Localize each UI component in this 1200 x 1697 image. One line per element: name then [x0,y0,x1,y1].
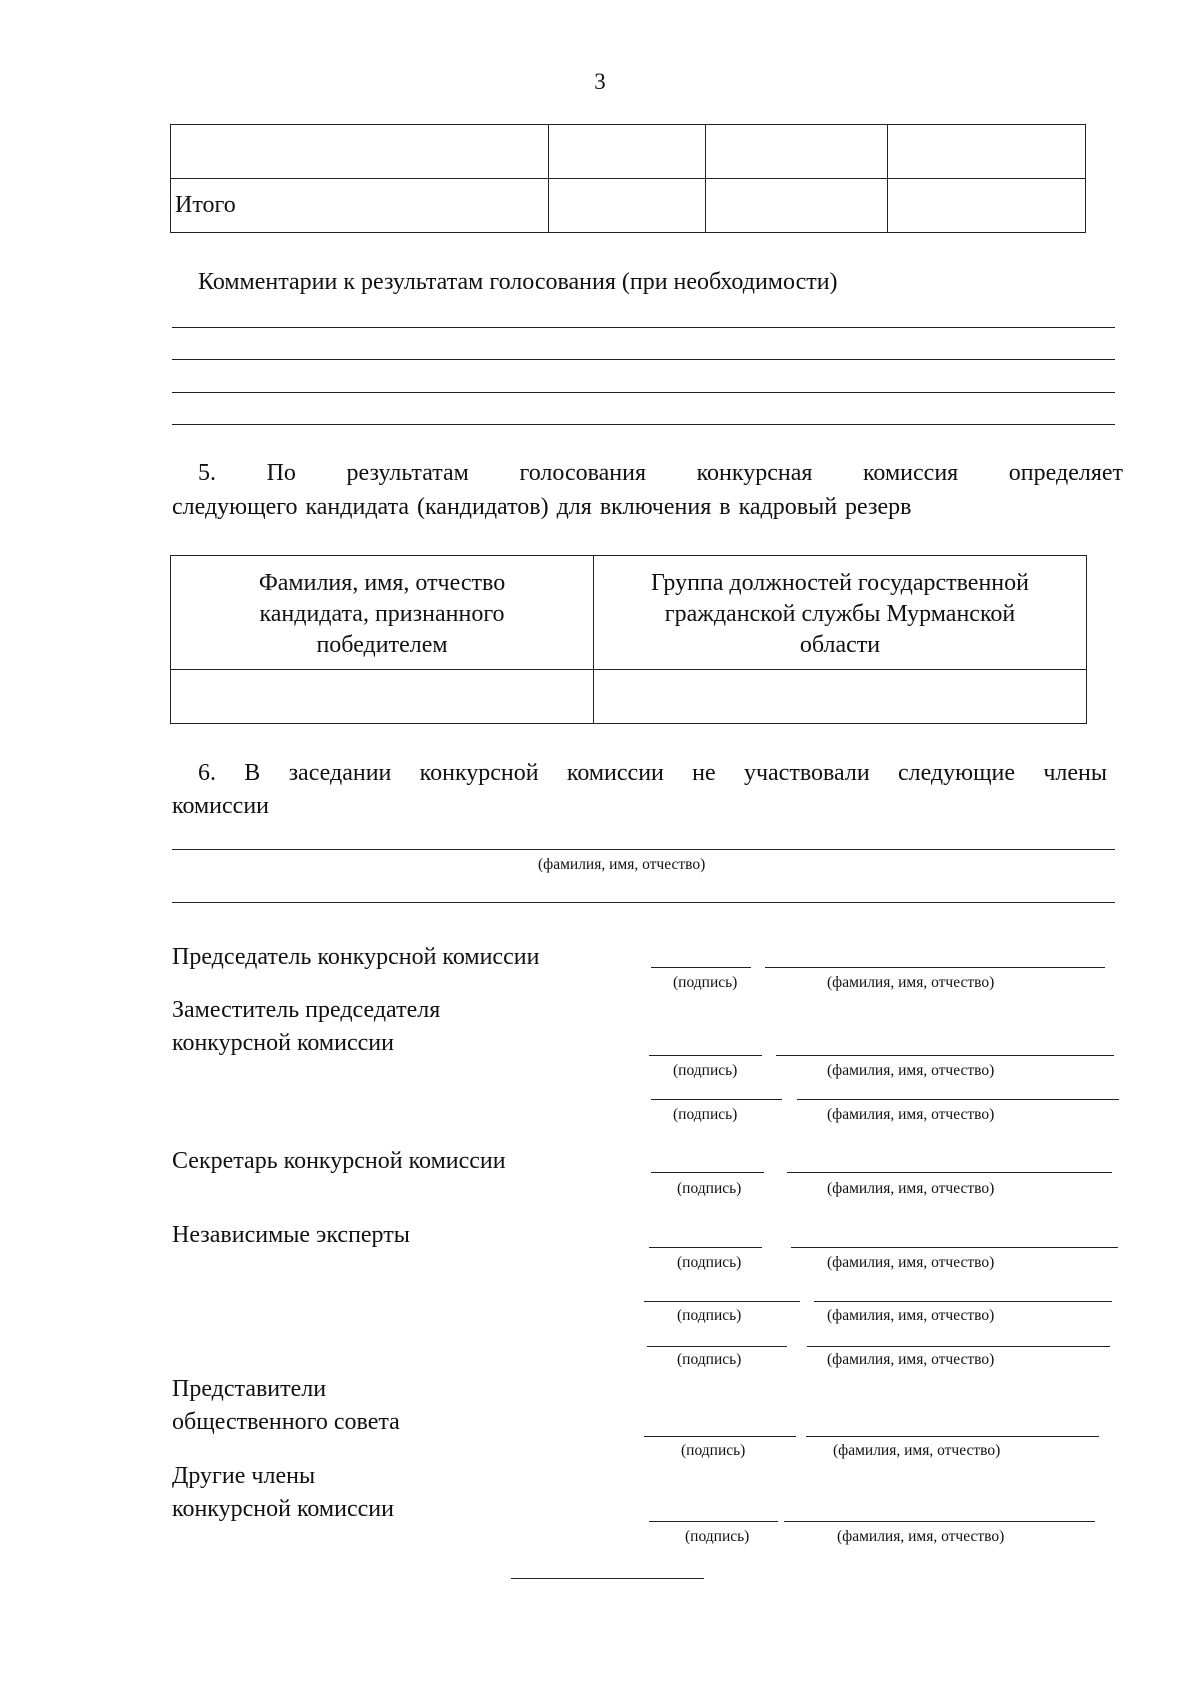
signature-line [649,1521,778,1522]
signature-caption: (подпись) [677,1351,742,1368]
fio-caption: (фамилия, имя, отчество) [827,1180,995,1197]
candidates-header-group-line: Группа должностей государственной [651,570,1029,596]
fio-line [807,1346,1110,1347]
fio-line [765,967,1105,968]
absent-members-caption: (фамилия, имя, отчество) [538,856,706,873]
comment-line [172,359,1115,360]
fio-line [791,1247,1118,1248]
public-council-label-line: общественного совета [172,1409,400,1435]
signature-line [649,1055,762,1056]
signature-caption: (подпись) [685,1528,750,1545]
results-cell [888,179,1086,233]
signature-line [651,967,751,968]
section6-text-line2: комиссии [172,793,270,819]
fio-caption: (фамилия, имя, отчество) [827,1062,995,1079]
signature-caption: (подпись) [673,1062,738,1079]
experts-label: Независимые эксперты [172,1222,410,1248]
signature-caption: (подпись) [677,1307,742,1324]
fio-line [797,1099,1119,1100]
total-label: Итого [171,179,549,233]
fio-line [787,1172,1112,1173]
deputy-label-line: Заместитель председателя [172,997,441,1023]
absent-members-line [172,849,1115,850]
signature-line [644,1301,800,1302]
signature-line [651,1172,764,1173]
candidates-header-fio-line: кандидата, признанного [259,601,505,627]
results-cell [549,125,706,179]
results-cell [706,179,888,233]
candidates-header-group [594,556,1087,670]
page-number: 3 [594,69,606,94]
results-cell [171,125,549,179]
results-table [170,124,1086,233]
comment-line [172,424,1115,425]
signature-line [651,1099,782,1100]
fio-caption: (фамилия, имя, отчество) [827,1106,995,1123]
fio-line [814,1301,1112,1302]
signature-caption: (подпись) [673,1106,738,1123]
signature-line [644,1436,796,1437]
candidates-table [170,555,1087,724]
absent-members-line [172,902,1115,903]
section5-text-line2: следующего кандидата (кандидатов) для включения в кадровый резерв [172,494,912,520]
candidate-group-cell [594,670,1087,724]
results-cell [888,125,1086,179]
fio-line [776,1055,1114,1056]
signature-caption: (подпись) [677,1254,742,1271]
secretary-label: Секретарь конкурсной комиссии [172,1148,506,1174]
signature-caption: (подпись) [681,1442,746,1459]
other-members-label-line: Другие члены [172,1463,316,1489]
signature-line [647,1346,787,1347]
other-members-label-line: конкурсной комиссии [172,1496,394,1522]
fio-line [784,1521,1095,1522]
signature-line [649,1247,762,1248]
fio-line [806,1436,1099,1437]
fio-caption: (фамилия, имя, отчество) [827,974,995,991]
fio-caption: (фамилия, имя, отчество) [827,1254,995,1271]
section6-text-line1: 6. В заседании конкурсной комиссии не участвовали следующие члены [198,760,1107,786]
candidates-header-fio-line: Фамилия, имя, отчество [258,570,506,596]
results-cell [549,179,706,233]
section5-text-line1: 5. По результатам голосования конкурсная комиссия определяет [198,460,1123,486]
candidate-fio-cell [171,670,594,724]
candidates-header-group-line: области [799,632,881,658]
fio-caption: (фамилия, имя, отчество) [827,1307,995,1324]
comments-label: Комментарии к результатам голосования (при необходимости) [198,269,838,295]
candidates-header-fio [171,556,594,670]
comment-line [172,392,1115,393]
fio-caption: (фамилия, имя, отчество) [827,1351,995,1368]
deputy-label-line: конкурсной комиссии [172,1030,394,1056]
fio-caption: (фамилия, имя, отчество) [837,1528,1005,1545]
candidates-header-group-line: гражданской службы Мурманской [664,601,1016,627]
signature-caption: (подпись) [673,974,738,991]
signature-caption: (подпись) [677,1180,742,1197]
public-council-label-line: Представители [172,1376,327,1402]
candidates-header-fio-line: победителем [316,632,448,658]
chairman-label: Председатель конкурсной комиссии [172,944,540,970]
end-divider [511,1578,704,1579]
fio-caption: (фамилия, имя, отчество) [833,1442,1001,1459]
comment-line [172,327,1115,328]
results-cell [706,125,888,179]
